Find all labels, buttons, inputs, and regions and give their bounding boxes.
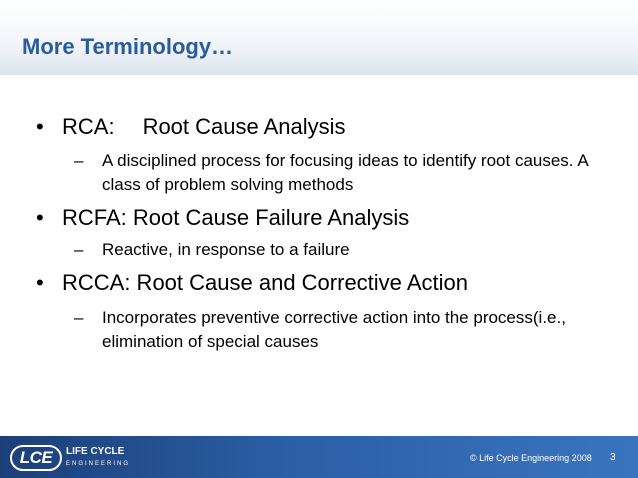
logo-line1: LIFE CYCLE	[66, 446, 125, 457]
sub-bullet-dash: –	[74, 240, 84, 259]
sub-bullet-text: Reactive, in response to a failure	[102, 240, 350, 259]
sub-bullet-dash: –	[74, 308, 84, 327]
copyright-text: © Life Cycle Engineering 2008	[470, 453, 592, 463]
footer-bar	[0, 436, 638, 478]
lce-logo	[10, 444, 130, 472]
sub-bullet-dash: –	[74, 151, 84, 170]
bullet-text: RCFA: Root Cause Failure Analysis	[62, 205, 410, 230]
bullet-rcca	[36, 270, 468, 296]
bullet-dot: •	[36, 114, 44, 139]
title-bar	[0, 0, 638, 75]
sub-bullet-rca	[74, 149, 592, 197]
bullet-dot: •	[36, 270, 44, 295]
bullet-text: Root Cause Analysis	[142, 114, 346, 139]
bullet-text: RCCA: Root Cause and Corrective Action	[62, 270, 468, 295]
bullet-rca	[36, 114, 346, 140]
sub-bullet-rcca	[74, 306, 592, 354]
page-number: 3	[610, 452, 616, 463]
sub-bullet-text: Incorporates preventive corrective action into the process(i.e., elimination of special causes	[102, 308, 566, 351]
bullet-rcfa	[36, 205, 410, 231]
sub-bullet-rcfa	[74, 238, 592, 262]
bullet-label: RCA:	[62, 114, 115, 139]
sub-bullet-text: A disciplined process for focusing ideas to identify root causes. A class of problem solving methods	[102, 151, 588, 194]
logo-mark: LCE	[10, 445, 62, 471]
slide-title: More Terminology…	[22, 34, 234, 59]
bullet-dot: •	[36, 205, 44, 230]
logo-line2: ENGINEERING	[66, 461, 131, 467]
